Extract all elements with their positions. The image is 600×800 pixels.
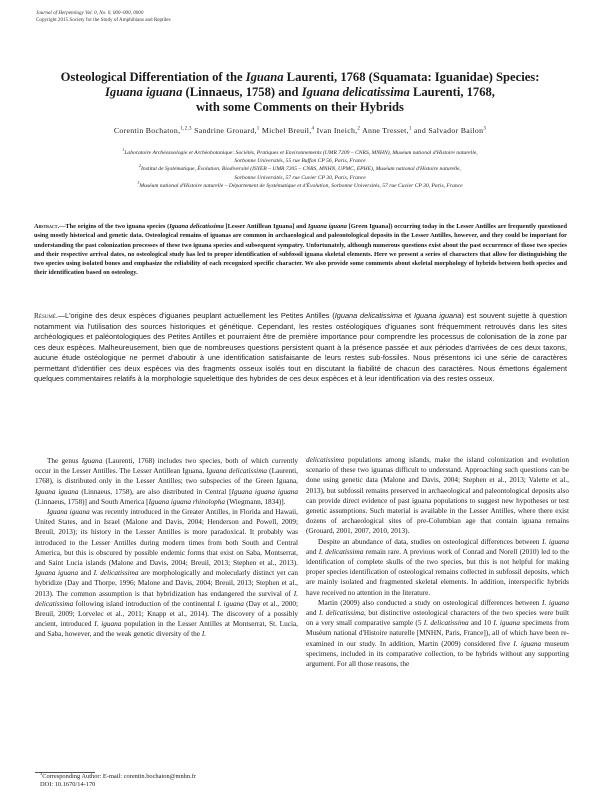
author-list: Corentin Bochaton,$^{1,2,3}$ Sandrine Grouard,$^1$ Michel Breuil,$^4$ Ivan Ineich,$^2$ Anne Tresset,$^1$ and Salvador Bailon$^3$ <box>113 126 487 135</box>
journal-header <box>36 10 436 23</box>
abstract: Abstract.—The origins of the two iguana species (Iguana delicatissima [Lesser Antillean Iguana] and Iguana iguana [Green Iguana]) occurring today in the Lesser Antilles are frequently questioned using mostly historical and genetic data. Osteological remains of iguanas are common in archaeological and paleontological deposits in the Lesser Antilles, however, and they could be important for understanding the past colonization processes of these two iguana species and subsequent sympatry. Unfortunately, although numerous questions exist about the past occurrence of those two species and their respective arrival dates, no osteological study has led to proper identification of subfossil iguana skeletal elements. Here we present a series of characters that allow for distinguishing the two species using isolated bones and emphasize the reliability of each recognized specific character. We also provide some comments about skeletal morphology of hybrids between both species and their identification based on osteology. <box>34 223 567 277</box>
author-name: Sandrine Grouard, <box>194 126 257 135</box>
paragraph: The genus Iguana (Laurenti, 1768) includes two species, both of which currently occur in the Lesser Antilles. The Lesser Antillean Iguana, Iguana delicatissima (Laurenti, 1768), is distributed only in the Lesser Antilles; two subspecies of the Green Iguana, Iguana iguana (Linnaeus, 1758), are also distributed in Central [Iguana iguana iguana (Linnaeus, 1758)] and South America [Iguana iguana rhinolopha (Wiegmann, 1834)]. <box>35 457 299 506</box>
affiliation-2: $^2$Institut de Systématique, Évolution, Biodiversité (ISYEB – UMR 7205 – CNRS, MNHN, UPMC, EPHE), Muséum national d'Histoire naturelle, <box>139 163 461 173</box>
copyright-line: Copyright 2015 Society for the Study of Amphibians and Reptiles <box>36 16 171 23</box>
author-name: Michel Breuil, <box>261 126 312 135</box>
affiliation-1: $^1$Laboratoire Archéozoologie et Archéobotanique: Sociétés, Pratiques et Environnements (UMR 7209 – CNRS, MNHN), Muséum national d'Histoire naturelle, <box>122 147 478 156</box>
author-name: Ivan Ineich, <box>316 126 358 135</box>
paragraph: Martin (2009) also conducted a study on osteological differences between I. iguana and I. delicatissima, but distinctive osteological characters of the two species were built on a very small comparative sample (5 I. delicatissima and 10 I. iguana specimens from Muséum national d'Histoire naturelle [MNHN, Paris, France]), all of which have been re-examined in our study. In addition, Martin (2009) considered five I. iguana museum specimens, included in its comparative collection, to be hybrids without any supporting argument. For all those reasons, the <box>306 598 570 669</box>
resume-label: Résumé. <box>34 311 58 320</box>
affiliations: $^1$Laboratoire Archéozoologie et Archéobotanique: Sociétés, Pratiques et Environnements (UMR 7209 – CNRS, MNHN), Muséum national d'Histoire naturelle, Sorbonne Universités, 55 rue Buffon CP 56, Paris, France $^2$Institut de Systématique, Évolution, Biodiversité (ISYEB – UMR 7205 – CNRS, MNHN, UPMC, EPHE), Muséum national d'Histoire naturelle, Sorbonne Universités, 57 rue Cuvier CP 30, Paris, France $^3$Muséum national d'Histoire naturelle – Département de Systématique et d'Évolution, Sorbonne Universités, 57 rue Cuvier CP 30, Paris, France <box>40 149 560 190</box>
body-column-left <box>35 456 298 640</box>
footnote <box>40 770 300 790</box>
author-name: Anne Tresset, <box>362 126 409 135</box>
doi: DOI: 10.1670/14-170 <box>40 781 96 789</box>
resume: Résumé.—L'origine des deux espèces d'iguanes peuplant actuellement les Petites Antilles (Iguana delicatissima et Iguana iguana) est souvent sujette à question notamment via l'utilisation des sources historiques et génétique. Cependant, les restes ostéologiques d'iguanes sont fréquemment retrouvés dans les sites archéologiques et paléontologiques des Petites Antilles et pourraient être de première importance pour comprendre les processus de colonisation de la zone par ces deux espèces. Malheureusement, bien que de nombreuses questions persistent quant à la présence passée et aux périodes d'arrivées de ces deux taxons, aucune étude ostéologique ne permet d'aboutir à une identification satisfaisante de leurs restes sub-fossiles. Nous présentons ici une série de caractères permettant d'identifier ces deux espèces via des fragments osseux isolés tout en discutant la fiabilité de chacun des caractères. Nous émettons également quelques commentaires relatifs à la morphologie squelettique des hybrides de ces deux espèces et à leur identification via des restes osseux. <box>34 311 568 383</box>
paragraph: delicatissima populations among islands, make the island colonization and evolution scenario of these two iguanas difficult to understand. Approaching such questions can be done using genetic data (Malone and Davis, 2004; Stephen et al., 2013; Valette et al., 2013), but subfossil remains preserved in archaeological and paleontological deposits also can provide direct evidence of past iguana populations to suggest new hypotheses or test genetic assumptions. Such material is available in the Lesser Antilles, where there exist dozens of archaeological sites of pre-Columbian age that contain iguana remains (Grouard, 2001, 2007, 2010, 2013). <box>306 456 569 536</box>
paragraph: Iguana iguana was recently introduced in the Greater Antilles, in Florida and Hawaii, United States, and in Israel (Malone and Davis, 2004; Henderson and Powell, 2009; Breuil, 2013); its history in the Lesser Antilles is more paradoxical. It probably was introduced to the Lesser Antilles during modern times from both South and Central America, but this is obscured by possible endemic forms that exist on Saba, Montserrat, and Saint Lucia islands (Malone and Davis, 2004; Breuil, 2013; Stephen et al., 2013). Iguana iguana and I. delicatissima are morphologically and molecularly distinct yet can hybridize (Day and Thorpe, 1996; Malone and Davis, 2004; Breuil, 2013; Stephen et al., 2013). The common assumption is that hybridization has endangered the survival of I. delicatissima following island introduction of the continental I. iguana (Day et al., 2000; Breuil, 2009; Lorvelec et al., 2011; Knapp et al., 2014). The discovery of a possibly ancient, introduced I. iguana population in the Lesser Antilles at Montserrat, St. Lucia, and Saba, however, and the weak genetic diversity of the I. <box>35 508 298 639</box>
author-name: Salvador Bailon <box>428 126 484 135</box>
title-line-3: with some Comments on their Hybrids <box>196 100 404 115</box>
abstract-label: Abstract. <box>34 223 60 230</box>
journal-citation: Journal of Herpetology Vol. 0, No. 0, 000–000, 0000 <box>36 10 144 16</box>
affiliation-3: $^3$Muséum national d'Histoire naturelle – Département de Systématique et d'Évolution, Sorbonne Universités, 57 rue Cuvier CP 30, Paris, France <box>137 179 463 189</box>
author-name: Corentin Bochaton, <box>113 126 181 135</box>
paragraph: Despite an abundance of data, studies on osteological differences between I. iguana and I. delicatissima remain rare. A previous work of Conrad and Norell (2010) led to the identification of complete skulls of the two species, but this is not helpful for making proper species identification of osteological remains collected in subfossil deposits, which are mainly isolated and fragmented skeletal elements. In addition, interspecific hybrids have received no attention in the literature. <box>306 537 569 597</box>
article-title <box>40 70 560 116</box>
body-column-right <box>306 455 569 669</box>
title-line-1: Osteological Differentiation of the Iguana Laurenti, 1768 (Squamata: Iguanidae) Species: <box>60 70 540 84</box>
corresponding-author: $^3$Corresponding Author: E-mail: corentin.bochaton@mnhn.fr <box>40 770 196 780</box>
title-line-2: Iguana iguana (Linnaeus, 1758) and Iguana delicatissima Laurenti, 1768, <box>105 85 495 100</box>
